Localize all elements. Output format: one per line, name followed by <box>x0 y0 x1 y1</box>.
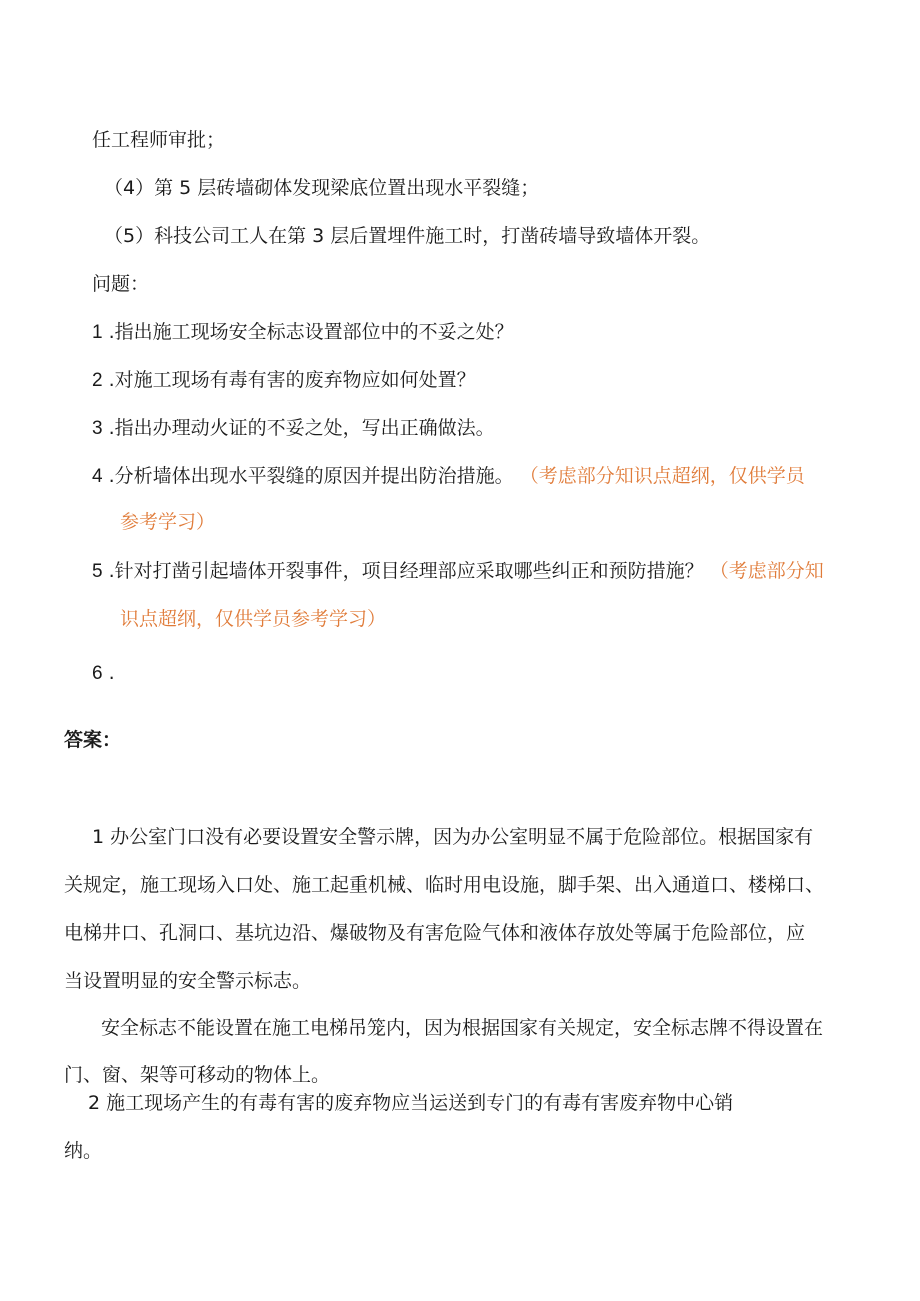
question-text: .对施工现场有毒有害的废弃物应如何处置？ <box>108 369 476 391</box>
answer-paragraph-1-line-1: 1 办公室门口没有必要设置安全警示牌，因为办公室明显不属于危险部位。根据国家有 <box>92 826 814 848</box>
question-number: 6 <box>92 663 103 684</box>
question-text: . <box>108 662 115 684</box>
answer-paragraph-3-line-2: 纳。 <box>64 1140 103 1162</box>
question-2 <box>92 368 476 393</box>
question-number: 1 <box>92 322 103 343</box>
answer-paragraph-3-line-1: 2 施工现场产生的有毒有害的废弃物应当运送到专门的有毒有害废弃物中心销 <box>88 1092 734 1114</box>
question-3 <box>92 416 495 441</box>
question-text: .指出施工现场安全标志设置部位中的不妥之处？ <box>108 321 514 343</box>
answer-paragraph-2-line-1: 安全标志不能设置在施工电梯吊笼内，因为根据国家有关规定，安全标志牌不得设置在 <box>101 1017 824 1039</box>
question-note-continued: 识点超纲，仅供学员参考学习） <box>120 608 387 630</box>
question-4 <box>92 464 805 489</box>
question-number: 2 <box>92 370 103 391</box>
answer-paragraph-2-line-2: 门、窗、架等可移动的物体上。 <box>64 1064 331 1086</box>
question-number: 3 <box>92 418 103 439</box>
question-number: 4 <box>92 466 103 487</box>
question-note-continued: 参考学习） <box>120 511 216 533</box>
question-number: 5 <box>92 561 103 582</box>
question-text: .针对打凿引起墙体开裂事件，项目经理部应采取哪些纠正和预防措施？ <box>108 560 704 582</box>
answer-paragraph-1-line-4: 当设置明显的安全警示标志。 <box>64 970 312 992</box>
answer-paragraph-1-line-2: 关规定，施工现场入口处、施工起重机械、临时用电设施，脚手架、出入通道口、楼梯口、 <box>64 874 825 896</box>
question-text: .分析墙体出现水平裂缝的原因并提出防治措施。 <box>108 465 514 487</box>
question-note: （考虑部分知识点超纲，仅供学员 <box>519 465 805 487</box>
question-6 <box>92 661 115 686</box>
questions-heading: 问题： <box>92 273 150 295</box>
question-text: .指出办理动火证的不妥之处，写出正确做法。 <box>108 417 495 439</box>
list-item-5: （5）科技公司工人在第 3 层后置埋件施工时，打凿砖墙导致墙体开裂。 <box>104 225 711 247</box>
answer-heading: 答案： <box>64 729 122 751</box>
list-item-4: （4）第 5 层砖墙砌体发现梁底位置出现水平裂缝； <box>104 177 540 199</box>
question-note: （考虑部分知 <box>709 560 824 582</box>
question-5 <box>92 559 824 584</box>
continuation-text: 任工程师审批； <box>92 129 226 151</box>
answer-paragraph-1-line-3: 电梯井口、孔洞口、基坑边沿、爆破物及有害危险气体和液体存放处等属于危险部位，应 <box>64 922 806 944</box>
question-1 <box>92 320 514 345</box>
